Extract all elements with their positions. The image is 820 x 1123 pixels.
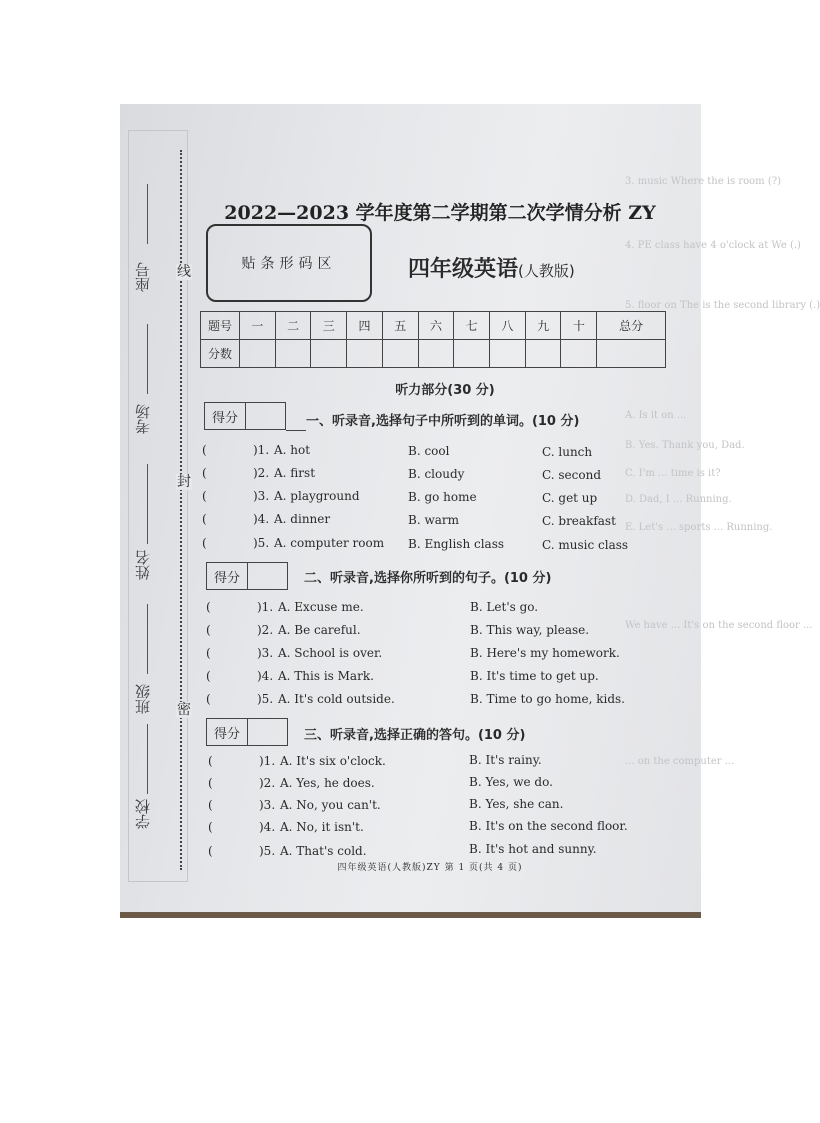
p3-q3-option-b: B. Yes, she can. xyxy=(469,797,564,811)
col-1: 一 xyxy=(240,312,276,340)
score-table xyxy=(200,311,666,368)
p3-q2-number: )2. xyxy=(259,776,276,790)
binding-line xyxy=(180,150,182,870)
p3-q1-option-b: B. It's rainy. xyxy=(469,753,542,767)
exam-room-label: 考场 xyxy=(134,404,152,434)
col-2: 二 xyxy=(275,312,311,340)
p1-q1-option-a: A. hot xyxy=(274,443,311,457)
p2-q2-bracket[interactable]: ( xyxy=(206,623,211,637)
p1-q2-number: )2. xyxy=(253,466,270,480)
seal-char-secret: 密 xyxy=(177,702,191,718)
p3-q4-option-b: B. It's on the second floor. xyxy=(469,819,628,833)
part-1-title: 一、听录音,选择句子中所听到的单词。(10 分) xyxy=(306,414,580,429)
p3-q2-option-b: B. Yes, we do. xyxy=(469,775,553,789)
p1-q4-number: )4. xyxy=(253,512,270,526)
p1-q5-option-b: B. English class xyxy=(408,537,505,551)
p1-q4-option-b: B. warm xyxy=(408,513,459,527)
p3-q3-number: )3. xyxy=(259,798,276,812)
score-box[interactable] xyxy=(204,402,286,430)
score-cell[interactable] xyxy=(418,340,454,368)
p1-q1-bracket[interactable]: ( xyxy=(202,443,207,457)
p3-q1-bracket[interactable]: ( xyxy=(208,754,213,768)
p1-q3-option-b: B. go home xyxy=(408,490,477,504)
p2-q5-number: )5. xyxy=(257,692,274,706)
part-3-title: 三、听录音,选择正确的答句。(10 分) xyxy=(304,728,526,743)
seal-char-line: 线 xyxy=(177,264,191,280)
p2-q1-number: )1. xyxy=(257,600,274,614)
seat-number-line xyxy=(147,184,148,244)
score-cell[interactable] xyxy=(240,340,276,368)
col-4: 四 xyxy=(347,312,383,340)
subject-name: 四年级英语 xyxy=(408,257,519,282)
col-8: 八 xyxy=(490,312,526,340)
p3-q2-bracket[interactable]: ( xyxy=(208,776,213,790)
exam-paper: 3. music Where the is room (?) 4. PE class have 4 o'clock at We (.) 5. floor on The is the second library (.) A. Is it on ... B. Yes. Thank you, Dad. C. I'm ... time is it? D. Dad, I ... Running. E. Let's ... sports ... Running. We have ... It's on the second floor ... ... on the computer ... 座号 考场 姓名 班级 学校 线 封 密 2022—2023 学年度第二学期第二次学情分析 ZY 贴条形码区 四年级英语(人教版) 题号 一 二 三 四 五 六 七 八 九 十 总分 分数 听力部分(30 分) 得分 一、听录音,选择句子中所听到的单词。(10 分) ( )1. A. hot B. cool C. lunch ( )2. A. first B. cloudy C. second ( )3. A. playground B. go home C. get up ( )4. A. dinner B. warm C. breakfast ( )5. A. computer room B. English class C. music class 得分 二、听录音,选择你所听到的句子。(10 分) ( )1. A. Excuse me. B. Let's go. ( )2. A. Be careful. B. This way, please. ( )3. A. School is over. B. Here's my homework. ( )4. A. This is Mark. B. It's time to get up. ( )5. A. It's cold outside. B. Time to go home, kids. 得分 三、听录音,选择正确的答句。(10 分) ( )1. A. It's six o'clock. B. It's rainy. ( )2. A. Yes, he does. B. Yes, we do. ( )3. A. No, you can't. B. Yes, she can. ( )4. A. No, it isn't. B. It's on the second floor. ( )5. A. That's cold. B. It's hot and sunny. 四年级英语(人教版)ZY 第 1 页(共 4 页) xyxy=(120,104,701,917)
score-cell[interactable] xyxy=(382,340,418,368)
p3-q4-option-a: A. No, it isn't. xyxy=(280,820,364,834)
p1-q3-option-c: C. get up xyxy=(542,491,598,505)
p2-q4-option-a: A. This is Mark. xyxy=(278,669,374,683)
p2-q4-bracket[interactable]: ( xyxy=(206,669,211,683)
p1-q5-option-c: C. music class xyxy=(542,538,629,552)
p3-q5-bracket[interactable]: ( xyxy=(208,844,213,858)
class-field[interactable] xyxy=(132,684,153,714)
p1-q3-bracket[interactable]: ( xyxy=(202,489,207,503)
seat-number-label: 座号 xyxy=(134,262,152,292)
p3-q3-bracket[interactable]: ( xyxy=(208,798,213,812)
score-cell[interactable] xyxy=(490,340,526,368)
subject-title xyxy=(408,252,575,283)
p1-q2-option-b: B. cloudy xyxy=(408,467,465,481)
p2-q4-option-b: B. It's time to get up. xyxy=(470,669,599,683)
col-9: 九 xyxy=(525,312,561,340)
school-line xyxy=(147,724,148,794)
col-total: 总分 xyxy=(597,312,666,340)
p2-q1-option-b: B. Let's go. xyxy=(470,600,539,614)
p1-q2-option-a: A. first xyxy=(274,466,316,480)
exam-title: 2022—2023 学年度第二学期第二次学情分析 ZY xyxy=(224,202,656,224)
score-cell[interactable] xyxy=(597,340,666,368)
class-line xyxy=(147,604,148,674)
p2-q5-bracket[interactable]: ( xyxy=(206,692,211,706)
name-line xyxy=(147,464,148,544)
score-cell[interactable] xyxy=(347,340,383,368)
p3-q1-option-a: A. It's six o'clock. xyxy=(280,754,386,768)
score-box-label: 得分 xyxy=(205,403,246,429)
student-info-panel xyxy=(128,130,188,882)
col-7: 七 xyxy=(454,312,490,340)
score-box[interactable] xyxy=(206,718,288,746)
part-2-title: 二、听录音,选择你所听到的句子。(10 分) xyxy=(304,571,552,586)
p1-q3-number: )3. xyxy=(253,489,270,503)
score-cell[interactable] xyxy=(311,340,347,368)
p2-q1-option-a: A. Excuse me. xyxy=(278,600,364,614)
p2-q5-option-a: A. It's cold outside. xyxy=(278,692,395,706)
name-label: 姓名 xyxy=(134,550,152,580)
score-table-header-row xyxy=(201,312,666,340)
p1-q5-number: )5. xyxy=(253,536,270,550)
p2-q3-number: )3. xyxy=(257,646,274,660)
p2-q2-number: )2. xyxy=(257,623,274,637)
p2-q5-option-b: B. Time to go home, kids. xyxy=(470,692,625,706)
page-footer: 四年级英语(人教版)ZY 第 1 页(共 4 页) xyxy=(337,863,523,873)
school-field[interactable] xyxy=(132,799,153,829)
p3-q4-bracket[interactable]: ( xyxy=(208,820,213,834)
p3-q2-option-a: A. Yes, he does. xyxy=(280,776,375,790)
p1-q1-option-c: C. lunch xyxy=(542,445,593,459)
score-cell[interactable] xyxy=(525,340,561,368)
p1-q1-number: )1. xyxy=(253,443,270,457)
col-5: 五 xyxy=(382,312,418,340)
p3-q5-number: )5. xyxy=(259,844,276,858)
p3-q3-option-a: A. No, you can't. xyxy=(280,798,381,812)
exam-room-line xyxy=(147,324,148,394)
class-label: 班级 xyxy=(134,684,152,714)
barcode-area: 贴条形码区 xyxy=(206,224,372,302)
col-6: 六 xyxy=(418,312,454,340)
edition-label: (人教版) xyxy=(518,262,575,280)
listening-section-heading: 听力部分(30 分) xyxy=(395,383,495,398)
score-cell[interactable] xyxy=(275,340,311,368)
col-10: 十 xyxy=(561,312,597,340)
p1-q1-option-b: B. cool xyxy=(408,444,450,458)
p2-q3-option-b: B. Here's my homework. xyxy=(470,646,620,660)
score-box-label: 得分 xyxy=(207,719,248,745)
score-cell[interactable] xyxy=(454,340,490,368)
p3-q5-option-a: A. That's cold. xyxy=(280,844,367,858)
col-3: 三 xyxy=(311,312,347,340)
exam-room-field[interactable] xyxy=(132,404,153,434)
p1-q5-bracket[interactable]: ( xyxy=(202,536,207,550)
p3-q4-number: )4. xyxy=(259,820,276,834)
p2-q3-bracket[interactable]: ( xyxy=(206,646,211,660)
seal-char-seal: 封 xyxy=(177,474,191,490)
school-label: 学校 xyxy=(134,799,152,829)
p1-q5-option-a: A. computer room xyxy=(274,536,385,550)
p1-q2-option-c: C. second xyxy=(542,468,601,482)
question-number-label: 题号 xyxy=(201,312,240,340)
p2-q2-option-b: B. This way, please. xyxy=(470,623,590,637)
p2-q4-number: )4. xyxy=(257,669,274,683)
part-1-rule xyxy=(286,430,306,431)
p1-q4-option-a: A. dinner xyxy=(274,512,331,526)
score-table-score-row xyxy=(201,340,666,368)
score-label: 分数 xyxy=(201,340,240,368)
p2-q2-option-a: A. Be careful. xyxy=(278,623,361,637)
p1-q4-option-c: C. breakfast xyxy=(542,514,616,528)
name-field[interactable] xyxy=(132,550,153,580)
score-box[interactable] xyxy=(206,562,288,590)
p2-q3-option-a: A. School is over. xyxy=(278,646,383,660)
p1-q3-option-a: A. playground xyxy=(274,489,360,503)
score-box-label: 得分 xyxy=(207,563,248,589)
p2-q1-bracket[interactable]: ( xyxy=(206,600,211,614)
seat-number-field[interactable] xyxy=(132,262,153,292)
p1-q2-bracket[interactable]: ( xyxy=(202,466,207,480)
photo-bottom-edge xyxy=(120,912,701,918)
score-cell[interactable] xyxy=(561,340,597,368)
p3-q1-number: )1. xyxy=(259,754,276,768)
p1-q4-bracket[interactable]: ( xyxy=(202,512,207,526)
p3-q5-option-b: B. It's hot and sunny. xyxy=(469,842,597,856)
